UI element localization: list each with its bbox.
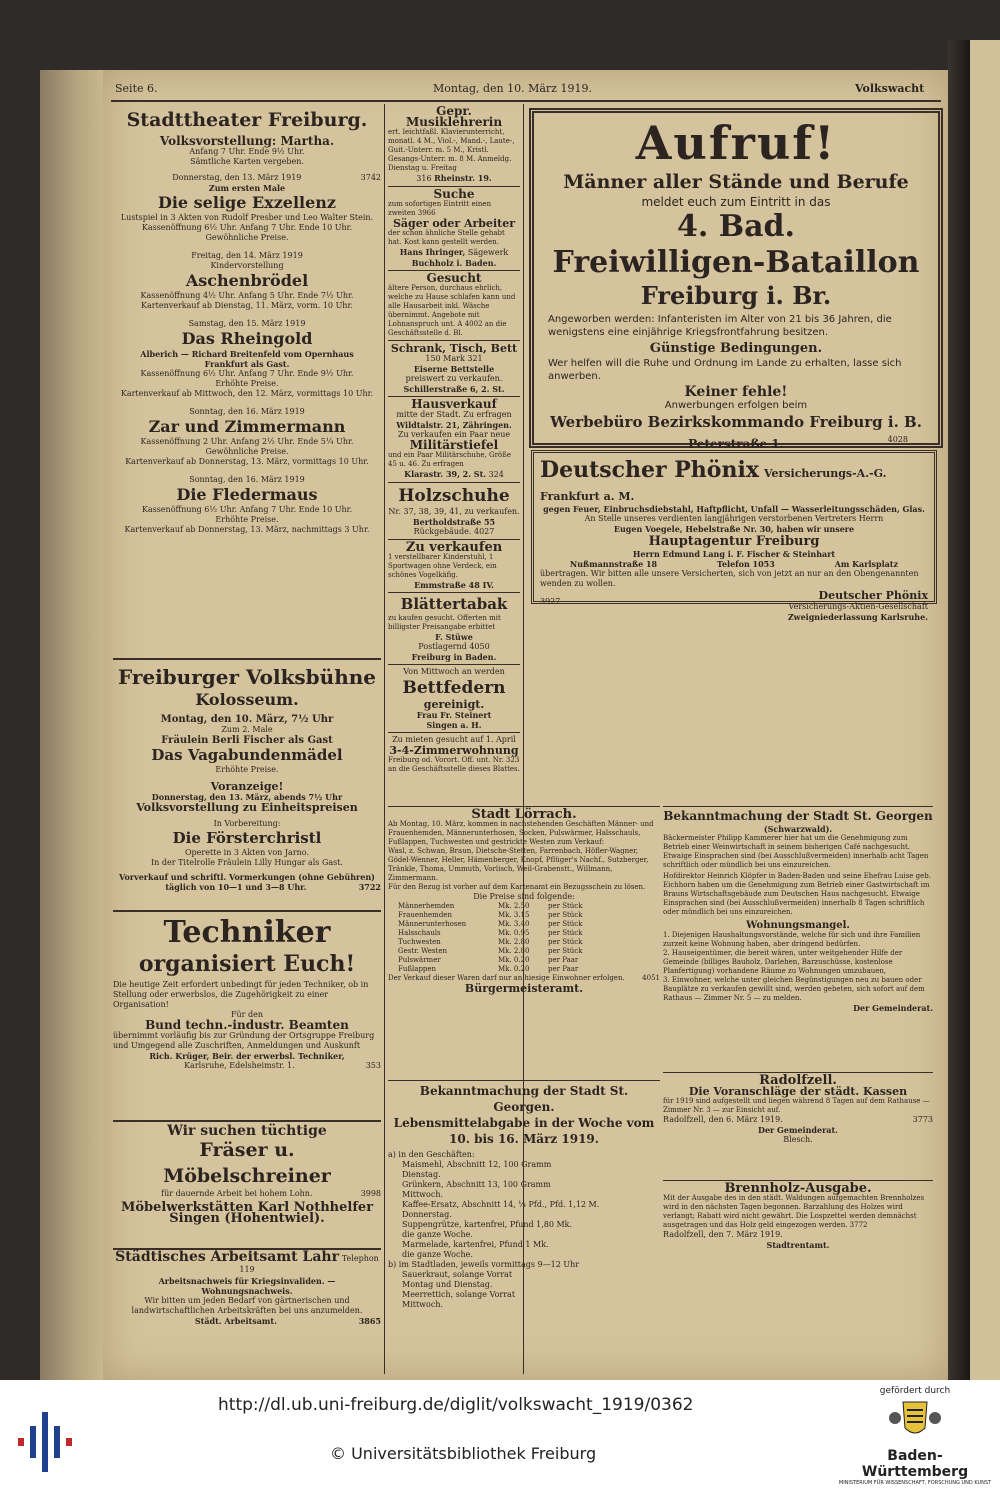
theater-listing xyxy=(113,108,381,535)
arbeitsamt-ad xyxy=(113,1249,381,1326)
phoenix-title: Deutscher Phönix xyxy=(540,457,759,483)
classified-title: 3-4-Zimmerwohnung xyxy=(389,744,519,757)
aufruf-text: meldet euch zum Eintritt in das xyxy=(641,195,831,209)
phoenix-text: Eugen Voegele, Hebelstraße Nr. 30, haben wir unsere xyxy=(613,524,855,534)
classified-title: Gepr. Musiklehrerin xyxy=(405,104,503,129)
phoenix-agent: Herrn Edmund Lang i. F. Fischer & Steinhart xyxy=(632,549,836,559)
section-rule xyxy=(113,910,381,912)
page-edge-left xyxy=(40,70,103,1380)
classified-text: Postlagernd xyxy=(418,642,467,651)
ad-number: 353 xyxy=(365,1061,381,1070)
price-value: Mk. 2.80 xyxy=(498,947,530,955)
section-rule xyxy=(663,806,933,807)
classified-text: 1 verstellbarer Kinderstuhl, 1 Sportwagen ohne Verdeck, ein schönes Vogelkäfig. xyxy=(388,553,497,579)
price-value: Mk. 0.20 xyxy=(498,965,530,973)
paper-name: Volkswacht xyxy=(855,82,925,95)
price-item: Tuchwesten xyxy=(398,938,441,946)
classified-text: preiswert zu verkaufen. xyxy=(405,374,503,383)
georgen-licence-notice xyxy=(663,806,933,1013)
list-item: Grünkern, Abschnitt 13, 100 Gramm xyxy=(402,1180,551,1189)
brennholz-notice xyxy=(663,1180,933,1250)
georgen-food-list xyxy=(388,1160,660,1260)
price-row xyxy=(398,956,660,965)
ad-number: 4027 xyxy=(474,527,495,536)
classified-title: Suche xyxy=(433,187,475,201)
classified-text: mitte der Stadt. Zu erfragen xyxy=(396,410,512,419)
price-value: Mk. 2.50 xyxy=(498,902,530,910)
list-item: Mittwoch. xyxy=(402,1190,444,1199)
techniker-address: Karlsruhe, Edelsheimstr. 1. xyxy=(184,1061,295,1070)
document-url-link[interactable]: http://dl.ub.uni-freiburg.de/diglit/volkswacht_1919/0362 xyxy=(218,1395,694,1415)
price-row xyxy=(398,947,660,956)
price-unit: per Paar xyxy=(548,956,579,964)
price-row xyxy=(398,911,660,920)
georgen2-text: 1. Diejenigen Haushaltungsvorstände, welche für sich und ihre Familien zurzeit keine Wohnung haben, aber dringend bedürfen. xyxy=(663,931,921,948)
state-name: Baden-Württemberg xyxy=(861,1448,969,1480)
classified-address: Singen a. H. xyxy=(426,720,482,730)
aufruf-text: Anwerbungen erfolgen beim xyxy=(664,400,808,411)
price-unit: per Stück xyxy=(548,938,583,946)
techniker-contact: Rich. Krüger, Beir. der erwerbsl. Techniker, xyxy=(149,1051,345,1061)
theater-time: Kassenöffnung 2 Uhr. Anfang 2½ Uhr. Ende 5¼ Uhr. xyxy=(140,437,354,446)
brennholz-sign: Stadtrentamt. xyxy=(766,1240,830,1250)
classified-address: Freiburg in Baden. xyxy=(411,652,497,662)
classified-address: Klarastr. 39, 2. St. xyxy=(404,469,487,479)
header-rule xyxy=(111,100,941,102)
list-item: Suppengrütze, kartenfrei, Pfund 1,80 Mk. xyxy=(402,1220,573,1229)
volksbuehne-title: Freiburger Volksbühne xyxy=(117,665,377,689)
classified-text: Freiburg od. Vorort. Off. unt. Nr. 323 an die Geschäftsstelle dieses Blattes. xyxy=(388,756,520,773)
classified-rule xyxy=(388,186,520,187)
classified-text: gereinigt. xyxy=(423,698,485,711)
classified-rule xyxy=(388,396,520,397)
ad-number: 3998 xyxy=(360,1189,381,1198)
theater-time: Kassenöffnung 6½ Uhr. Anfang 7 Uhr. Ende 9½ Uhr. xyxy=(140,369,354,378)
aufruf-title: Aufruf! xyxy=(635,116,837,170)
theater-info: Lustspiel in 3 Akten von Rudolf Presber und Leo Walter Stein. xyxy=(120,213,374,222)
classified-name: Sägewerk xyxy=(467,248,509,257)
theater-entry: Volksvorstellung: Martha. xyxy=(159,134,335,148)
phoenix-text: übertragen. Wir bitten alle unsere Versicherten, sich von jetzt an nur an den Obengenannten wenden zu wollen. xyxy=(540,569,919,588)
price-row xyxy=(398,938,660,947)
theater-date: Freitag, den 14. März 1919 xyxy=(191,251,303,260)
university-logo-icon xyxy=(12,1402,82,1482)
radolfzell-text: für 1919 sind aufgestellt und liegen während 8 Tagen auf dem Rathause — Zimmer Nr. 3 — zur Einsicht auf. xyxy=(663,1097,930,1114)
ms-company: Möbelwerkstätten Karl Nothhelfer xyxy=(120,1200,374,1215)
georgen-title: Bekanntmachung der Stadt St. Georgen. xyxy=(419,1084,629,1114)
georgen-shop-list xyxy=(388,1270,660,1310)
classified-address: Buchholz i. Baden. xyxy=(411,258,497,268)
phoenix-address: Nußmannstraße 18 xyxy=(569,559,658,569)
price-item: Gestr. Westen xyxy=(398,947,447,955)
list-item: Marmelade, kartenfrei, Pfund 1 Mk. xyxy=(402,1240,549,1249)
volksbuehne-date: Donnerstag, den 13. März, abends 7½ Uhr xyxy=(151,792,343,802)
volksbuehne-date: Montag, den 10. März, 7½ Uhr xyxy=(160,714,334,725)
aufruf-unit-number: 4. Bad. xyxy=(677,209,795,244)
price-unit: per Stück xyxy=(548,920,583,928)
theater-info: Alberich — Richard Breitenfeld vom Opernhaus xyxy=(140,349,354,359)
price-item: Fußlappen xyxy=(398,965,437,973)
georgen2-subtitle: (Schwarzwald). xyxy=(763,824,833,834)
next-page-strip xyxy=(970,40,1000,1380)
aufruf-ad xyxy=(529,108,943,451)
classified-name: F. Stüwe xyxy=(435,632,473,642)
radolfzell-title: Radolfzell. xyxy=(759,1073,837,1088)
ms-place: Singen (Hohentwiel). xyxy=(169,1211,325,1226)
theater-date: Sonntag, den 16. März 1919 xyxy=(189,475,305,484)
classified-name: Frau Fr. Steinert xyxy=(416,710,492,720)
theater-time: Anfang 7 Uhr. Ende 9½ Uhr. xyxy=(189,147,305,156)
ministry-name: MINISTERIUM FÜR WISSENSCHAFT, FORSCHUNG UND KUNST xyxy=(838,1480,992,1486)
georgen2-sign: Der Gemeinderat. xyxy=(853,1003,933,1013)
classified-text: 150 Mark xyxy=(425,354,465,363)
phoenix-sign: Deutscher Phönix xyxy=(818,589,928,602)
price-row xyxy=(398,902,660,911)
theater-sub: Kindervorstellung xyxy=(210,261,284,270)
funded-by-label: gefördert durch xyxy=(879,1386,951,1396)
classified-text: ältere Person, durchaus ehrlich, welche zu Hause schlafen kann und alle Hausarbeit inkl. Wäsche übernimmt. Angebote mit Lohnanspruch unt. A 4002 an die Geschäftsstelle d. Bl. xyxy=(388,284,516,337)
classified-text: Zu verkaufen ein Paar neue xyxy=(397,430,511,439)
aa-text: Wir bitten um jeden Bedarf von gärtnerischen und landwirtschaftlichen Arbeitskräften bei uns anzumelden. xyxy=(131,1296,363,1315)
aufruf-slogan: Keiner fehle! xyxy=(684,384,788,400)
price-value: Mk. 2.80 xyxy=(498,938,530,946)
price-value: Mk. 3.40 xyxy=(498,920,530,928)
moebelschreiner-ad xyxy=(113,1123,381,1226)
theater-sub: Zum ersten Male xyxy=(208,183,286,193)
issue-date: Montag, den 10. März 1919. xyxy=(433,82,592,95)
classified-name: Hans Ihringer, xyxy=(399,247,466,257)
aufruf-address: Peterstraße 1. xyxy=(688,437,784,451)
volksbuehne-info: Operette in 3 Akten von Jarno. xyxy=(184,848,310,857)
price-value: Mk. 3.15 xyxy=(498,911,530,919)
newspaper-page xyxy=(103,70,948,1380)
phoenix-ad xyxy=(531,450,937,622)
classified-title: Schrank, Tisch, Bett xyxy=(390,342,518,355)
section-rule xyxy=(663,1180,933,1181)
classified-title: Holzschuhe xyxy=(398,486,510,506)
radolfzell-sign: Blesch. xyxy=(783,1135,813,1144)
classified-rule xyxy=(388,270,520,271)
volksbuehne-hours: täglich von 10—1 und 3—8 Uhr. xyxy=(165,882,307,892)
theater-time: Kassenöffnung 6½ Uhr. Anfang 7 Uhr. Ende 10 Uhr. xyxy=(141,223,353,232)
georgen2-text: 3. Einwohner, welche unter gleichen Begünstigungen neu zu bauen oder Bauplätze zu verkaufen gewillt sind, werden gebeten, sich sofort auf dem Rathaus — Zimmer Nr. 5 — zu melden. xyxy=(663,976,925,1002)
list-item: Mittwoch. xyxy=(402,1300,444,1309)
techniker-subtitle: organisiert Euch! xyxy=(138,951,356,977)
georgen-dates: 10. bis 16. März 1919. xyxy=(449,1132,599,1146)
brennholz-text: Mit der Ausgabe des in den städt. Waldungen aufgemachten Brennholzes wird in den nächsten Tagen begonnen. Barzahlung des Holzes wird verlangt; Rabatt wird nicht gewährt. Die Lospzettel werden demnächst ausgetragen und das Holz geld eingezogen werden. xyxy=(663,1194,925,1229)
phoenix-address: Am Karlsplatz xyxy=(834,559,899,569)
price-value: Mk. 0.95 xyxy=(498,929,530,937)
price-unit: per Paar xyxy=(548,965,579,973)
loerrach-price-table xyxy=(388,902,660,974)
loerrach-text: Die Preise sind folgende: xyxy=(473,892,575,901)
price-item: Männerhemden xyxy=(398,902,455,910)
techniker-org: Bund techn.-industr. Beamten xyxy=(145,1018,349,1032)
phoenix-text: gegen Feuer, Einbruchsdiebstahl, Haftpflicht, Unfall — Wasserleitungsschäden, Glas. xyxy=(543,504,925,514)
aufruf-text: Angeworben werden: Infanteristen im Alter von 21 bis 36 Jahren, die wenigstens eine einjährige Kriegsfrontfahrung besitzen. xyxy=(548,314,892,338)
georgen2-title: Bekanntmachung der Stadt St. Georgen xyxy=(663,809,933,823)
column-divider xyxy=(384,104,385,1374)
volksbuehne-info: Zum 2. Male xyxy=(221,725,273,734)
theater-date: Sonntag, den 16. März 1919 xyxy=(189,407,305,416)
loerrach-shops: Wasl, z. Schwan, Braun, Dietsche-Stetten, Farrenbach, Höfler-Wagner, Gödel-Wenner, Heller, Hämenberger, Knopf, Pflüger's Nachf., Sutzberger, Tränkle, Thoma, Ummuth, Vorlisch, Weil-Grabenstt., Willmann, Zimmermann. xyxy=(388,847,649,882)
classified-text: Von Mittwoch an werden xyxy=(403,667,505,676)
classified-text: ert. leichtfaßl. Klavierunterricht, monatl. 4 M., Viol.-, Mand.-, Laute-, Guit.-Unterr. m. 5 M., Kristl. Gesangs-Unterr. m. 8 M. Anmeldg. Dienstag u. Freitag xyxy=(388,128,515,172)
classified-address: Wildtalstr. 21, Zähringen. xyxy=(396,420,512,430)
loerrach-sign: Bürgermeisteramt. xyxy=(464,982,584,995)
volksbuehne-show: Volksvorstellung zu Einheitspreisen xyxy=(136,801,358,814)
section-rule xyxy=(113,1120,381,1122)
classified-text: der schon ähnliche Stelle gehabt hat. Kost kann gestellt werden. xyxy=(388,229,505,246)
volksbuehne-info: In Vorbereitung: xyxy=(213,819,281,828)
radolfzell-sign: Der Gemeinderat. xyxy=(758,1125,838,1135)
georgen2-text: Bäckermeister Philipp Kammerer hier hat um die Genehmigung zum Betrieb einer Weinwirtschaft in seinem bisherigen Café nachgesucht. Etwaige Einsprachen sind (bei Ausschlußvermeiden) innerhalb acht Tagen schriftlich oder mündlich bei uns einzureichen. xyxy=(663,834,929,869)
phoenix-phone: Telefon 1053 xyxy=(716,559,775,569)
coat-of-arms-icon xyxy=(885,1396,945,1444)
radolfzell-subtitle: Die Voranschläge der städt. Kassen xyxy=(688,1085,908,1098)
aufruf-conditions: Günstige Bedingungen. xyxy=(649,341,823,356)
techniker-title: Techniker xyxy=(163,915,331,950)
list-item: Dienstag. xyxy=(402,1170,441,1179)
theater-time: Kassenöffnung 4½ Uhr. Anfang 5 Uhr. Ende 7½ Uhr. xyxy=(140,291,354,300)
section-rule xyxy=(388,806,660,807)
brennholz-title: Brennholz-Ausgabe. xyxy=(724,1181,872,1196)
theater-note: Sämtliche Karten vergeben. xyxy=(190,157,304,166)
theater-date: Samstag, den 15. März 1919 xyxy=(188,319,306,328)
phoenix-sign: Zweigniederlassung Karlsruhe. xyxy=(787,612,928,622)
classified-rule xyxy=(388,732,520,733)
theater-prices: Erhöhte Preise. xyxy=(215,515,279,524)
ad-number: 4028 xyxy=(887,435,908,444)
ms-text: für dauernde Arbeit bei hohem Lohn. xyxy=(161,1189,313,1198)
theater-sales: Kartenverkauf ab Donnerstag, 13. März, vormittags 10 Uhr. xyxy=(125,457,369,466)
price-item: Halsschauls xyxy=(398,929,441,937)
section-rule xyxy=(113,658,381,660)
ad-number: 3966 xyxy=(417,209,436,217)
list-item: Kaffee-Ersatz, Abschnitt 14, ¼ Pfd., Pfd. 1,12 M. xyxy=(402,1200,600,1209)
price-row xyxy=(398,965,660,974)
brennholz-date: Radolfzell, den 7. März 1919. xyxy=(663,1230,783,1239)
ad-number: 4050 xyxy=(469,642,490,651)
book-gutter xyxy=(948,40,970,1380)
volksbuehne-info: In der Titelrolle Fräulein Lilly Hungar als Gast. xyxy=(151,858,343,867)
price-item: Männerunterhosen xyxy=(398,920,467,928)
classified-text: Rückgebäude. xyxy=(413,527,472,536)
techniker-text: Die heutige Zeit erfordert unbedingt für jeden Techniker, ob in Stellung oder erwerbslos, die Zugehörigkeit zu einer Organisation! xyxy=(113,980,369,1009)
classified-title: Militärstiefel xyxy=(409,438,499,452)
aufruf-unit-name: Freiwilligen-Bataillon xyxy=(552,245,920,280)
radolfzell-notice xyxy=(663,1072,933,1145)
list-item: die ganze Woche. xyxy=(402,1250,473,1259)
theater-sales: Kartenverkauf ab Dienstag, 11. März, vorm. 10 Uhr. xyxy=(141,301,353,310)
loerrach-text: Ab Montag, 10. März, kommen in nachstehenden Geschäften Männer- und Frauenhemden, Männerunterhosen, Socken, Pulswärmer, Halsschauls, Fußlappen, Tuchwesten und gestrickte Westen zum Verkauf: xyxy=(388,820,654,846)
price-value: Mk. 0.20 xyxy=(498,956,530,964)
georgen-food-notice xyxy=(388,1080,660,1310)
classified-address: Schillerstraße 6, 2. St. xyxy=(403,384,505,394)
classified-text: Eiserne Bettstelle xyxy=(413,364,495,374)
page-number: Seite 6. xyxy=(115,82,158,95)
price-item: Frauenhemden xyxy=(398,911,452,919)
aa-title: Städtisches Arbeitsamt Lahr xyxy=(115,1249,339,1265)
copyright-text: © Universitätsbibliothek Freiburg xyxy=(330,1444,597,1463)
ad-number: 3742 xyxy=(360,173,381,182)
classified-title: Bettfedern xyxy=(402,678,506,698)
aufruf-office: Werbebüro Bezirkskommando Freiburg i. B. xyxy=(550,413,922,431)
classified-rule xyxy=(388,340,520,341)
volksbuehne-guest: Fräulein Berli Fischer als Gast xyxy=(161,735,333,746)
classified-rule xyxy=(388,592,520,593)
classified-title: Gesucht xyxy=(426,271,482,285)
volksbuehne-play: Das Vagabundenmädel xyxy=(151,746,343,764)
theater-prices: Erhöhte Preise. xyxy=(215,379,279,388)
classified-title: Zu verkaufen xyxy=(405,540,503,555)
ad-number: 324 xyxy=(488,470,504,479)
georgen-text: b) im Stadtladen, jeweils vormittags 9—12 Uhr xyxy=(388,1260,580,1269)
theater-time: Kassenöffnung 6½ Uhr. Anfang 7 Uhr. Ende 10 Uhr. xyxy=(141,505,353,514)
techniker-ad xyxy=(113,916,381,1071)
theater-prices: Gewöhnliche Preise. xyxy=(205,447,289,456)
aa-phone: Telephon 119 xyxy=(239,1254,379,1274)
theater-date: Donnerstag, den 13. März 1919 xyxy=(172,173,302,182)
section-rule xyxy=(388,1080,660,1081)
theater-play-title: Die selige Exzellenz xyxy=(157,193,337,212)
volksbuehne-ad xyxy=(113,664,381,892)
georgen-subtitle: Lebensmittelabgabe in der Woche vom xyxy=(393,1116,655,1130)
theater-sales: Kartenverkauf ab Donnerstag, 13. März, nachmittags 3 Uhr. xyxy=(124,525,370,534)
price-unit: per Stück xyxy=(548,929,583,937)
ad-number: 3772 xyxy=(849,1221,868,1229)
ad-number: 321 xyxy=(467,354,483,363)
list-item: Montag und Dienstag. xyxy=(402,1280,493,1289)
theater-play-title: Zar und Zimmermann xyxy=(148,417,346,436)
section-rule xyxy=(663,1072,933,1073)
volksbuehne-play: Die Försterchristl xyxy=(172,829,322,847)
list-item: Meerrettich, solange Vorrat xyxy=(402,1290,516,1299)
classified-title: Säger oder Arbeiter xyxy=(392,217,516,230)
classified-text: zu kaufen gesucht. Offerten mit billigster Preisangabe erbittet xyxy=(388,614,501,631)
radolfzell-date: Radolfzell, den 6. März 1919. xyxy=(663,1115,783,1124)
volksbuehne-venue: Kolosseum. xyxy=(195,690,299,709)
funding-logo xyxy=(835,1386,995,1496)
phoenix-agency: Hauptagentur Freiburg xyxy=(648,534,820,549)
classified-text: Zu mieten gesucht auf 1. April xyxy=(392,735,516,744)
classified-title: Blättertabak xyxy=(400,595,508,613)
classified-text: Nr. 37, 38, 39, 41, zu verkaufen. xyxy=(388,507,520,516)
loerrach-text: Für den Bezug ist vorher auf dem Kartenamt ein Bezugsschein zu lösen. xyxy=(388,883,646,891)
price-row xyxy=(398,920,660,929)
theater-info: Frankfurt als Gast. xyxy=(204,359,290,369)
theater-play-title: Das Rheingold xyxy=(181,329,313,348)
theater-sales: Kartenverkauf ab Mittwoch, den 12. März, vormittags 10 Uhr. xyxy=(120,389,374,398)
classified-address: Emmstraße 48 IV. xyxy=(414,580,494,590)
classified-text: und ein Paar Militärschuhe, Größe 45 u. 46. Zu erfragen xyxy=(388,451,511,468)
theater-play-title: Aschenbrödel xyxy=(185,271,309,290)
ms-heading: Wir suchen tüchtige xyxy=(167,1123,327,1139)
georgen2-text: 2. Hauseigentümer, die bereit wären, unter weitgehender Hilfe der Gemeinde (billiges Bauholz, Darlehen, Barzuschüsse, kostenlose Planfertigung) vorhandene Räume zu Wohnungen umzubauen, xyxy=(663,949,903,975)
price-item: Pulswärmer xyxy=(398,956,441,964)
classified-address: Rheinstr. 19. xyxy=(434,173,492,183)
theater-prices: Gewöhnliche Preise. xyxy=(205,233,289,242)
price-row xyxy=(398,929,660,938)
classified-text: zum sofortigen Eintritt einen zweiten xyxy=(388,200,492,217)
ad-number: 4051 xyxy=(642,974,660,982)
ad-number: 3865 xyxy=(358,1316,381,1326)
volksbuehne-preview: Voranzeige! xyxy=(210,780,284,793)
classifieds-column xyxy=(388,106,520,774)
loerrach-notice xyxy=(388,806,660,994)
classified-rule xyxy=(388,482,520,483)
aa-sign: Städt. Arbeitsamt. xyxy=(194,1316,277,1326)
classified-rule xyxy=(388,664,520,665)
ms-title: Fräser u. Möbelschreiner xyxy=(163,1139,331,1187)
volksbuehne-sales: Vorverkauf und schriftl. Vormerkungen (ohne Gebühren) xyxy=(119,872,375,882)
georgen2-text: Hofdirektor Heinrich Klöpfer in Baden-Baden und seine Ehefrau Luise geb. Eichhorn haben um die Genehmigung zum Betrieb einer Gastwirtschaft im Brauns Wirtschaftsgebäude zum Deutschen Haus nachgesucht. Etwaige Einsprachen sind (bei Ausschlußvermeiden) innerhalb 8 Tagen schriftlich oder mündlich bei uns einzureichen. xyxy=(663,872,931,916)
classified-address: Bertholdstraße 55 xyxy=(412,517,496,527)
list-item: Donnerstag. xyxy=(402,1210,452,1219)
georgen-text: a) in den Geschäften: xyxy=(388,1150,475,1159)
aufruf-city: Freiburg i. Br. xyxy=(640,281,832,310)
classified-title: Hausverkauf xyxy=(411,397,497,411)
classified-rule xyxy=(388,539,520,540)
ad-number: 3773 xyxy=(912,1115,933,1124)
aufruf-text: Wer helfen will die Ruhe und Ordnung im Lande zu erhalten, lasse sich anwerben. xyxy=(548,358,902,382)
price-unit: per Stück xyxy=(548,947,583,955)
theater-play-title: Die Fledermaus xyxy=(176,485,318,504)
list-item: Sauerkraut, solange Vorrat xyxy=(402,1270,513,1279)
aufruf-subtitle: Männer aller Stände und Berufe xyxy=(563,171,909,193)
ad-number: 316 xyxy=(416,174,432,183)
price-unit: per Stück xyxy=(548,902,583,910)
price-unit: per Stück xyxy=(548,911,583,919)
loerrach-title: Stadt Lörrach. xyxy=(471,807,577,822)
techniker-text: Für den xyxy=(230,1010,264,1019)
phoenix-sign: Versicherungs-Aktien-Gesellschaft xyxy=(788,602,928,611)
phoenix-text: An Stelle unseres verdienten langjährigen verstorbenen Vertreters Herrn xyxy=(584,514,884,523)
volksbuehne-prices: Erhöhte Preise. xyxy=(215,765,279,774)
aa-text: Arbeitsnachweis für Kriegsinvaliden. — Wohnungsnachweis. xyxy=(158,1276,336,1296)
georgen2-heading: Wohnungsmangel. xyxy=(746,920,850,931)
phoenix-company: Versicherungs-A.-G. Frankfurt a. M. xyxy=(540,467,887,503)
ad-number: 3927 xyxy=(540,597,561,606)
loerrach-text: Der Verkauf dieser Waren darf nur an hiesige Einwohner erfolgen. xyxy=(388,974,625,982)
ad-number: 3722 xyxy=(358,882,381,892)
list-item: Maismehl, Abschnitt 12, 100 Gramm xyxy=(402,1160,552,1169)
techniker-text: übernimmt vorläufig bis zur Gründung der Ortsgruppe Freiburg und Umgegend alle Zuschriften, Anmeldungen und Auskunft xyxy=(113,1031,375,1050)
list-item: die ganze Woche. xyxy=(402,1230,473,1239)
theater-title: Stadttheater Freiburg. xyxy=(126,109,368,131)
